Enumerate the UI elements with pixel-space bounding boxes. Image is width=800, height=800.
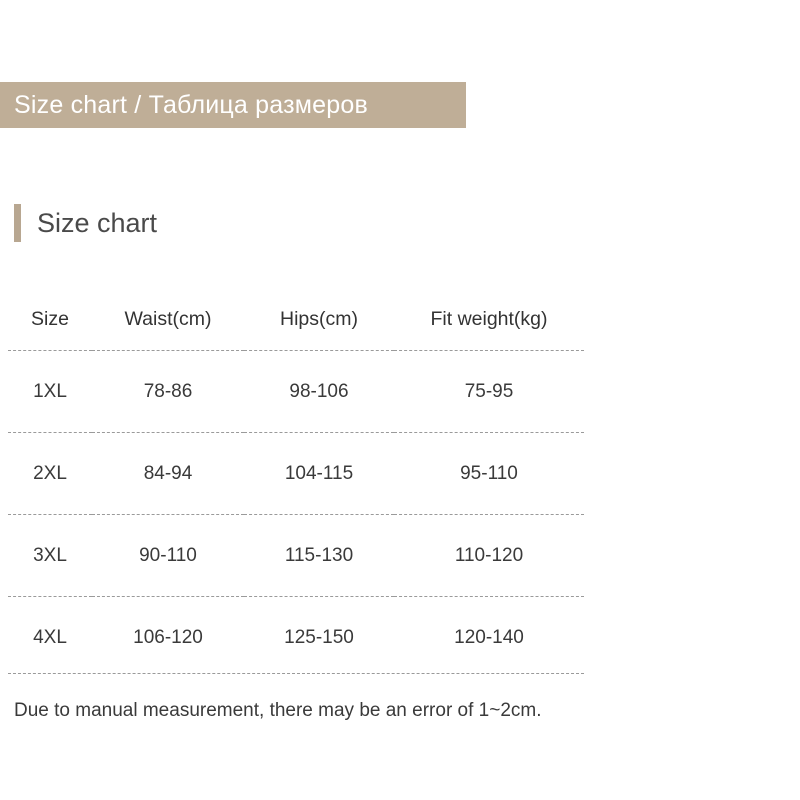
cell-size: 2XL (8, 433, 92, 515)
table-row (8, 433, 584, 515)
size-table-wrapper (8, 288, 584, 678)
cell-hips: 98-106 (244, 351, 394, 433)
cell-waist: 78-86 (92, 351, 244, 433)
accent-bar (14, 204, 21, 242)
cell-fit-weight: 120-140 (394, 597, 584, 679)
cell-fit-weight: 95-110 (394, 433, 584, 515)
cell-waist: 84-94 (92, 433, 244, 515)
cell-waist: 90-110 (92, 515, 244, 597)
column-header-waist: Waist(cm) (124, 307, 212, 330)
table-header-row (8, 288, 584, 351)
size-table (8, 288, 584, 678)
measurement-note: Due to manual measurement, there may be an error of 1~2cm. (14, 700, 542, 721)
column-header-fit-weight: Fit weight(kg) (430, 307, 548, 330)
cell-size: 1XL (8, 351, 92, 433)
column-header-hips: Hips(cm) (280, 307, 358, 330)
cell-size: 3XL (8, 515, 92, 597)
banner-title: Size chart / Таблица размеров (14, 90, 368, 119)
table-row (8, 597, 584, 679)
cell-waist: 106-120 (92, 597, 244, 679)
cell-hips: 115-130 (244, 515, 394, 597)
cell-fit-weight: 110-120 (394, 515, 584, 597)
table-row (8, 351, 584, 433)
cell-hips: 104-115 (244, 433, 394, 515)
cell-hips: 125-150 (244, 597, 394, 679)
column-header-size: Size (31, 307, 69, 330)
cell-size: 4XL (8, 597, 92, 679)
table-row (8, 515, 584, 597)
banner (0, 82, 466, 128)
table-bottom-divider (8, 673, 584, 674)
cell-fit-weight: 75-95 (394, 351, 584, 433)
page-title: Size chart (37, 207, 158, 238)
section-header (14, 203, 157, 243)
